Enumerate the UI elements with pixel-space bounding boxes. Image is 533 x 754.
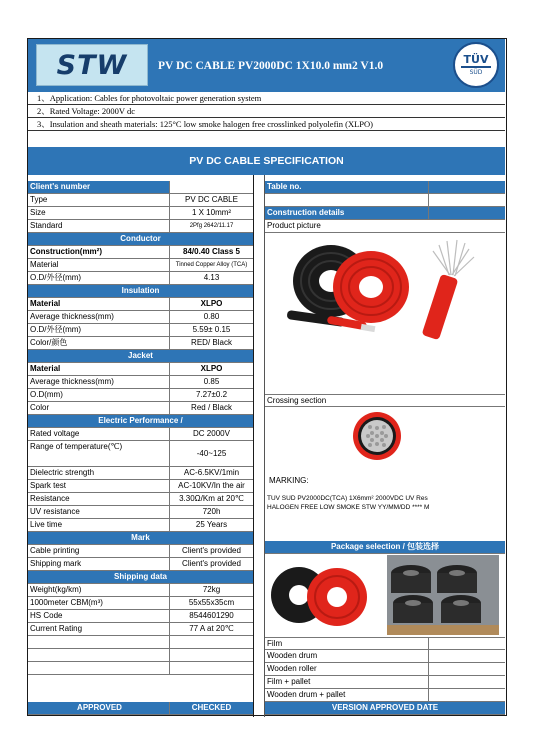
spec-value: 25 Years (195, 520, 228, 529)
spec-label: Resistance (28, 493, 170, 505)
spec-title: PV DC CABLE SPECIFICATION (28, 147, 505, 175)
cert-text-2: SÜD (469, 69, 483, 76)
spec-row (28, 493, 253, 506)
note-materials: 3、Insulation and sheath materials: 125°C low smoke halogen free crosslinked polyolefin (XLPO) (28, 118, 505, 131)
spec-label: Range of temperature(℃) (28, 441, 170, 466)
spec-value: 8544601290 (189, 611, 234, 620)
package-option-row (265, 663, 505, 676)
spec-row (28, 220, 253, 233)
spec-row (28, 311, 253, 324)
spec-row (28, 623, 253, 636)
blank-cell (265, 194, 429, 206)
spec-label: 1000meter CBM(m³) (28, 597, 170, 609)
spec-value: DC 2000V (193, 429, 230, 438)
spec-value: 84/0.40 Class 5 (183, 247, 240, 256)
spec-row (28, 441, 253, 467)
spec-label: Material (28, 298, 170, 310)
spec-sheet (27, 38, 507, 716)
spec-label: Average thickness(mm) (28, 311, 170, 323)
spec-value: AC-10KV/In the air (178, 481, 245, 490)
spec-label: Shipping mark (28, 558, 170, 570)
marking-line-2: HALOGEN FREE LOW SMOKE STW YY/MM/DD **** M (267, 504, 430, 511)
spec-table-left (28, 175, 254, 717)
approved-label: APPROVED (28, 702, 170, 714)
spec-row (28, 402, 253, 415)
spec-value (170, 636, 253, 648)
spec-row (28, 389, 253, 402)
spec-label: Spark test (28, 480, 170, 492)
spec-value: 0.80 (203, 312, 220, 321)
version-approved-date-header (265, 702, 505, 715)
package-option-row (265, 676, 505, 689)
marking-line-1: TUV SUD PV2000DC(TCA) 1X6mm² 2000VDC UV Res (267, 495, 428, 502)
spec-row (28, 649, 253, 662)
spec-row (28, 584, 253, 597)
spec-value (170, 181, 253, 193)
spec-label: Size (28, 207, 170, 219)
spec-label: Construction(mm²) (28, 246, 170, 258)
construction-details-label: Construction details (265, 207, 429, 219)
spec-label: Color/颜色 (28, 337, 170, 349)
spec-value: Tinned Copper Alloy (TCA) (175, 262, 248, 268)
spec-row (28, 376, 253, 389)
note-application: 1、Application: Cables for photovoltaic power generation system (28, 92, 505, 105)
spec-row (28, 428, 253, 441)
spec-value: AC-6.5KV/1min (183, 468, 240, 477)
package-option-row (265, 637, 505, 650)
spec-value: XLPO (200, 364, 223, 373)
version-approved-date-label: VERSION APPROVED DATE (331, 703, 439, 712)
spec-label: Current Rating (28, 623, 170, 635)
cross-section-image (345, 411, 409, 461)
spec-value: -40~125 (196, 449, 227, 458)
section-band: Mark (28, 532, 253, 545)
spec-value: 5.59± 0.15 (192, 325, 231, 334)
table-no-row (265, 181, 505, 194)
spec-row (28, 337, 253, 350)
product-picture-label: Product picture (267, 221, 321, 230)
spec-value: Client's provided (182, 546, 241, 555)
spec-value: Red / Black (191, 403, 232, 412)
spec-value: 0.85 (203, 377, 220, 386)
spec-label: Material (28, 363, 170, 375)
package-selection-row (265, 541, 505, 554)
spec-row (28, 194, 253, 207)
spec-label: Color (28, 402, 170, 414)
package-option-row (265, 650, 505, 663)
spec-value (170, 662, 253, 674)
checked-label: CHECKED (191, 703, 232, 712)
crossing-section-label: Crossing section (267, 396, 327, 405)
blank-row (265, 194, 505, 207)
header-bar (28, 39, 505, 92)
marking-label: MARKING: (269, 476, 309, 485)
package-picture-drums (387, 555, 499, 635)
spec-value: 2Pfg 2642/11.17 (189, 223, 234, 229)
spec-table-right (264, 175, 505, 717)
spec-value: 3.30Ω/Km at 20℃ (179, 494, 244, 503)
cable-coils-image (269, 235, 501, 347)
section-band: Insulation (28, 285, 253, 298)
spec-label: Rated voltage (28, 428, 170, 440)
spec-row (28, 259, 253, 272)
package-option-row (265, 689, 505, 702)
product-picture-row (265, 220, 505, 233)
spec-label: HS Code (28, 610, 170, 622)
package-option-label: Film + pallet (265, 676, 429, 688)
spec-row (28, 558, 253, 571)
spec-row (28, 480, 253, 493)
spec-label: Cable printing (28, 545, 170, 557)
spec-label: Live time (28, 519, 170, 531)
note-rated-voltage: 2、Rated Voltage: 2000V dc (28, 105, 505, 118)
package-option-label: Film (265, 638, 429, 649)
spec-value: 77 A at 20℃ (189, 624, 234, 633)
spec-value: PV DC CABLE (185, 195, 238, 204)
spec-value: 7.27±0.2 (195, 390, 228, 399)
spec-value: 55x55x35cm (188, 598, 235, 607)
spec-row (28, 298, 253, 311)
approval-footer (28, 702, 253, 715)
spec-label (28, 636, 170, 648)
brand-logo: STW (36, 44, 148, 86)
section-band: Conductor (28, 233, 253, 246)
spec-row (28, 636, 253, 649)
spec-row (28, 506, 253, 519)
package-option-label: Wooden drum + pallet (265, 689, 429, 701)
section-band: Electric Performance / (28, 415, 253, 428)
spec-value: 72kg (202, 585, 221, 594)
spec-row (28, 545, 253, 558)
spec-row (28, 324, 253, 337)
section-band: Jacket (28, 350, 253, 363)
spec-value: Client's provided (182, 559, 241, 568)
spec-label (28, 649, 170, 661)
product-picture (269, 235, 501, 347)
spec-row (28, 597, 253, 610)
cert-text-1: TÜV (463, 53, 489, 66)
spec-row (28, 467, 253, 480)
spec-label: O.D(mm) (28, 389, 170, 401)
cert-divider (461, 66, 491, 68)
spec-row (28, 272, 253, 285)
spec-value: 1 X 10mm² (191, 208, 232, 217)
spec-row (28, 363, 253, 376)
package-option-label: Wooden roller (265, 663, 429, 675)
spec-value: 720h (202, 507, 221, 516)
spec-label: Weight(kg/km) (28, 584, 170, 596)
spec-row (28, 181, 253, 194)
spec-label: O.D/外径(mm) (28, 324, 170, 336)
spec-row (28, 519, 253, 532)
package-option-label: Wooden drum (265, 650, 429, 662)
spec-label: O.D/外径(mm) (28, 272, 170, 284)
spec-label (28, 662, 170, 674)
spec-label: Material (28, 259, 170, 271)
crossing-section-row (265, 394, 505, 407)
package-picture-coils (267, 559, 377, 629)
spec-label: Client's number (28, 181, 170, 193)
spec-row (28, 246, 253, 259)
package-selection-label: Package selection / 包装选择 (330, 542, 440, 551)
spec-row (28, 207, 253, 220)
spec-label: Standard (28, 220, 170, 232)
spec-row (28, 610, 253, 623)
tuv-certification-icon (453, 42, 499, 88)
spec-value (170, 649, 253, 661)
spec-label: Type (28, 194, 170, 206)
document-title: PV DC CABLE PV2000DC 1X10.0 mm2 V1.0 (158, 59, 384, 72)
spec-value: 4.13 (203, 273, 220, 282)
spec-label: Average thickness(mm) (28, 376, 170, 388)
spec-value: RED/ Black (191, 338, 232, 347)
section-band: Shipping data (28, 571, 253, 584)
spec-label: Dielectric strength (28, 467, 170, 479)
table-no-label: Table no. (265, 181, 429, 193)
construction-details-row (265, 207, 505, 220)
spec-label: UV resistance (28, 506, 170, 518)
spec-value: XLPO (200, 299, 223, 308)
spec-row (28, 662, 253, 675)
